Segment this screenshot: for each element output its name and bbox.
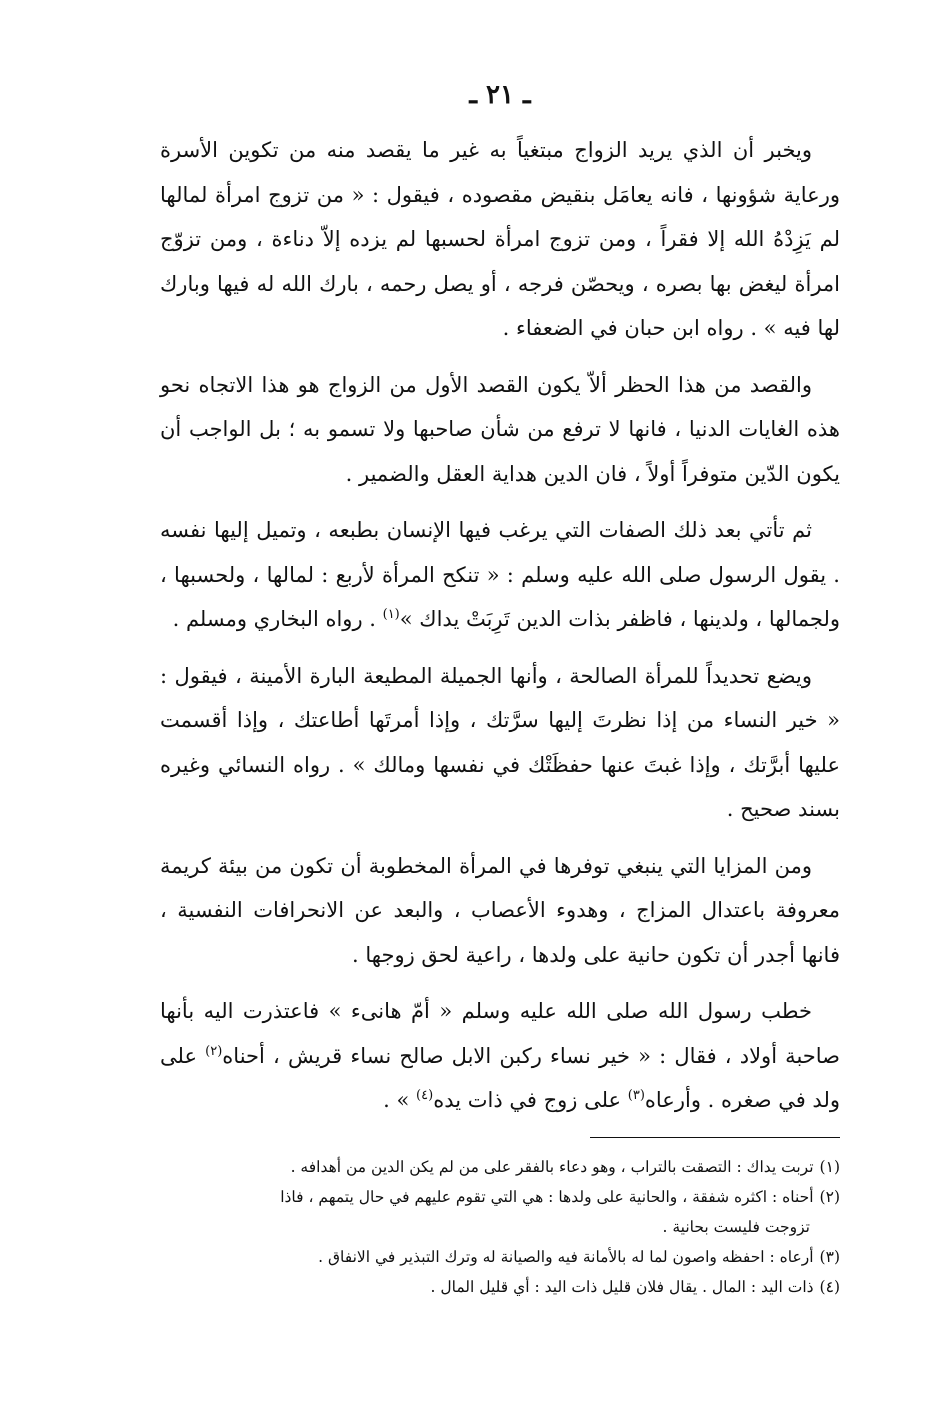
footnote-marker-1: (١) (382, 607, 400, 622)
footnote-text: ذات اليد : المال . يقال فلان قليل ذات اليد : أي قليل المال . (430, 1277, 814, 1296)
footnote-marker-3: (٣) (627, 1088, 645, 1103)
book-page (160, 80, 840, 1302)
paragraph-3-text: ثم تأتي بعد ذلك الصفات التي يرغب فيها الإنسان بطبعه ، وتميل إليها نفسه . يقول الرسول صلى الله عليه وسلم : « تنكح المرأة لأربع : لمالها ، ولحسبها ، ولجمالها ، ولدينها ، فاظفر بذات الدين تَرِبَتْ يداك » (160, 518, 840, 631)
paragraph-3 (160, 508, 840, 642)
paragraph-6-mid2: على زوج في ذات يده (433, 1088, 628, 1112)
paragraph-6-mid: على ولد في صغره . وأرعاه (160, 1043, 840, 1112)
footnote-1 (160, 1152, 840, 1182)
paragraph-6-tail: » . (383, 1088, 417, 1112)
footnote-marker-2: (٢) (205, 1043, 223, 1059)
paragraph-3-tail: . رواه البخاري ومسلم . (172, 607, 383, 631)
footnote-text: تزوجت فليست بحانية . (662, 1217, 810, 1236)
footnote-2 (160, 1182, 840, 1212)
footnote-number: (٤) (819, 1277, 840, 1296)
footnote-divider (590, 1137, 840, 1138)
paragraph-4: ويضع تحديداً للمرأة الصالحة ، وأنها الجميلة المطيعة البارة الأمينة ، فيقول : « خير النساء من إذا نظرتَ إليها سرَّتك ، وإذا أمرتَها أطاعتك ، وإذا أقسمت عليها أبرَّتك ، وإذا غبتَ عنها حفظَتْك في نفسها ومالك » . رواه النسائي وغيره بسند صحيح . (160, 663, 840, 821)
footnote-marker-4: (٤) (416, 1088, 434, 1103)
paragraph-5: ومن المزايا التي ينبغي توفرها في المرأة المخطوبة أن تكون من بيئة كريمة معروفة باعتدال المزاج ، وهدوء الأعصاب ، والبعد عن الانحرافات النفسية ، فانها أجدر أن تكون حانية على ولدها ، راعية لحق زوجها . (160, 853, 840, 967)
footnote-3 (160, 1242, 840, 1272)
footnote-4 (160, 1272, 840, 1302)
paragraph-6 (160, 989, 840, 1123)
footnote-2-continued (160, 1212, 840, 1242)
paragraph-2: والقصد من هذا الحظر ألاّ يكون القصد الأول من الزواج هو هذا الاتجاه نحو هذه الغايات الدنيا ، فانها لا ترفع من شأن صاحبها ولا تسمو به ؛ بل الواجب أن يكون الدّين متوفراً أولاً ، فان الدين هداية العقل والضمير . (160, 372, 840, 486)
footnotes (160, 1152, 840, 1302)
footnote-text: أحناه : اكثره شفقة ، والحانية على ولدها : هي التي تقوم عليهم في حال يتمهم ، فاذا (280, 1187, 814, 1206)
footnote-number: (٣) (819, 1247, 840, 1266)
footnote-text: أرعاه : احفظه واصون لما له بالأمانة فيه والصيانة له وترك التبذير في الانفاق . (318, 1247, 814, 1266)
paragraph-6-text: خطب رسول الله صلى الله عليه وسلم « أمّ هانىء » فاعتذرت اليه بأنها صاحبة أولاد ، فقال : « خير نساء ركبن الابل صالح نساء قريش ، أحناه (160, 999, 840, 1068)
footnote-number: (٢) (819, 1187, 840, 1206)
page-number: ـ ٢١ ـ (469, 80, 531, 110)
footnote-text: تربت يداك : التصقت بالتراب ، وهو دعاء بالفقر على من لم يكن الدين من أهدافه . (290, 1157, 814, 1176)
paragraph-1: ويخبر أن الذي يريد الزواج مبتغياً به غير ما يقصد منه من تكوين الأسرة ورعاية شؤونها ، فانه يعامَل بنقيض مقصوده ، فيقول : « من تزوج امرأة لمالها لم يَزِدْهُ الله إلا فقراً ، ومن تزوج امرأة لحسبها لم يزده إلاّ دناءة ، ومن تزوّج امرأة ليغض بها بصره ، ويحصّن فرجه ، أو يصل رحمه ، بارك الله له فيها وبارك لها فيه » . رواه ابن حبان في الضعفاء . (160, 138, 840, 340)
footnote-number: (١) (819, 1157, 840, 1176)
